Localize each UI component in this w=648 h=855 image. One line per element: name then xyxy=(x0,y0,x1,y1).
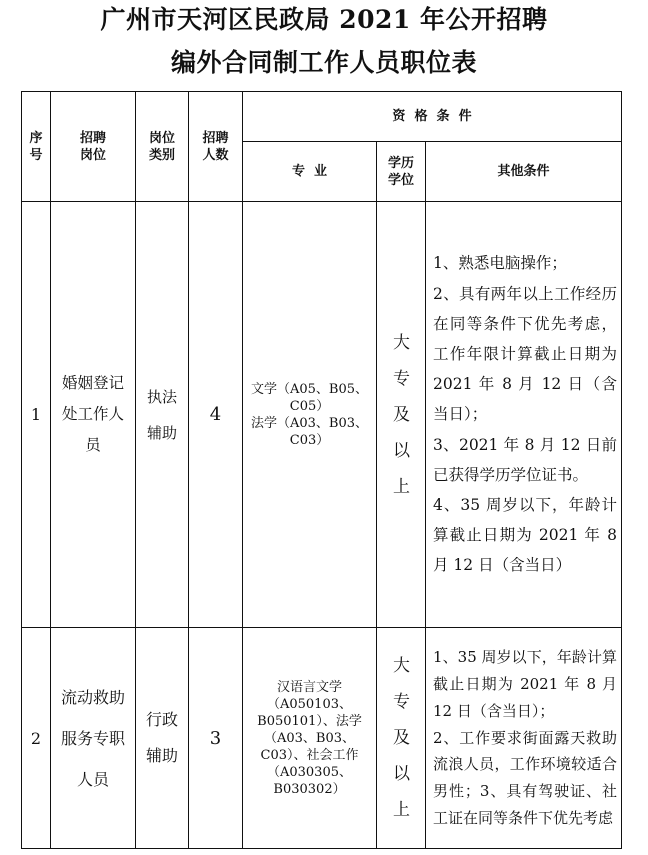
table-border-right xyxy=(621,91,622,849)
row2-category: 行政辅助 xyxy=(145,710,178,765)
header-education: 学历学位 xyxy=(387,155,414,188)
header-major: 专 业 xyxy=(291,164,328,179)
row2-education: 大专及以上 xyxy=(393,656,410,820)
row2-major: 汉语言文学 （A050103、B050101）、法学（A03、B03、C03）、社会工作（A030305、B030302） xyxy=(257,679,362,797)
table-border-bottom xyxy=(21,848,622,849)
document-title-line2: 编外合同制工作人员职位表 xyxy=(170,48,477,77)
row1-category: 执法辅助 xyxy=(146,387,177,442)
header-seq: 序号 xyxy=(29,130,43,163)
document-title-line1: 广州市天河区民政局 2021 年公开招聘 xyxy=(100,5,548,34)
row1-position: 婚姻登记处工作人员 xyxy=(62,374,125,454)
header-category: 岗位类别 xyxy=(148,130,175,163)
header-other: 其他条件 xyxy=(497,164,550,179)
header-qualifications: 资 格 条 件 xyxy=(392,109,472,124)
row1-count: 4 xyxy=(209,404,222,425)
header-position: 招聘岗位 xyxy=(79,130,106,163)
row1-major: 文学（A05、B05、C05） 法学（A03、B03、C03） xyxy=(250,381,369,448)
row2-other-conditions: 1、35 周岁以下，年龄计算截止日期为 2021 年 8 月 12 日（含当日）； 2、工作要求街面露天救助流浪人员，工作环境较适合男性；3、具有驾驶证、社工证在同等条件下优先考虑 xyxy=(433,648,617,827)
row2-count: 3 xyxy=(209,727,222,749)
row2-seq: 2 xyxy=(30,728,42,748)
header-count: 招聘人数 xyxy=(202,130,229,163)
row1-other-conditions: 1、熟悉电脑操作； 2、具有两年以上工作经历在同等条件下优先考虑，工作年限计算截止日期为 2021 年 8 月 12 日（含当日）； 3、2021 年 8 月 12 日前已获得学历学位证书。 4、35 周岁以下，年龄计算截止日期为 2021 年 8 月 12 日（含当日） xyxy=(433,254,617,575)
row1-seq: 1 xyxy=(30,405,42,424)
row2-position: 流动救助服务专职人员 xyxy=(60,687,125,789)
row1-education: 大专及以上 xyxy=(393,332,410,497)
